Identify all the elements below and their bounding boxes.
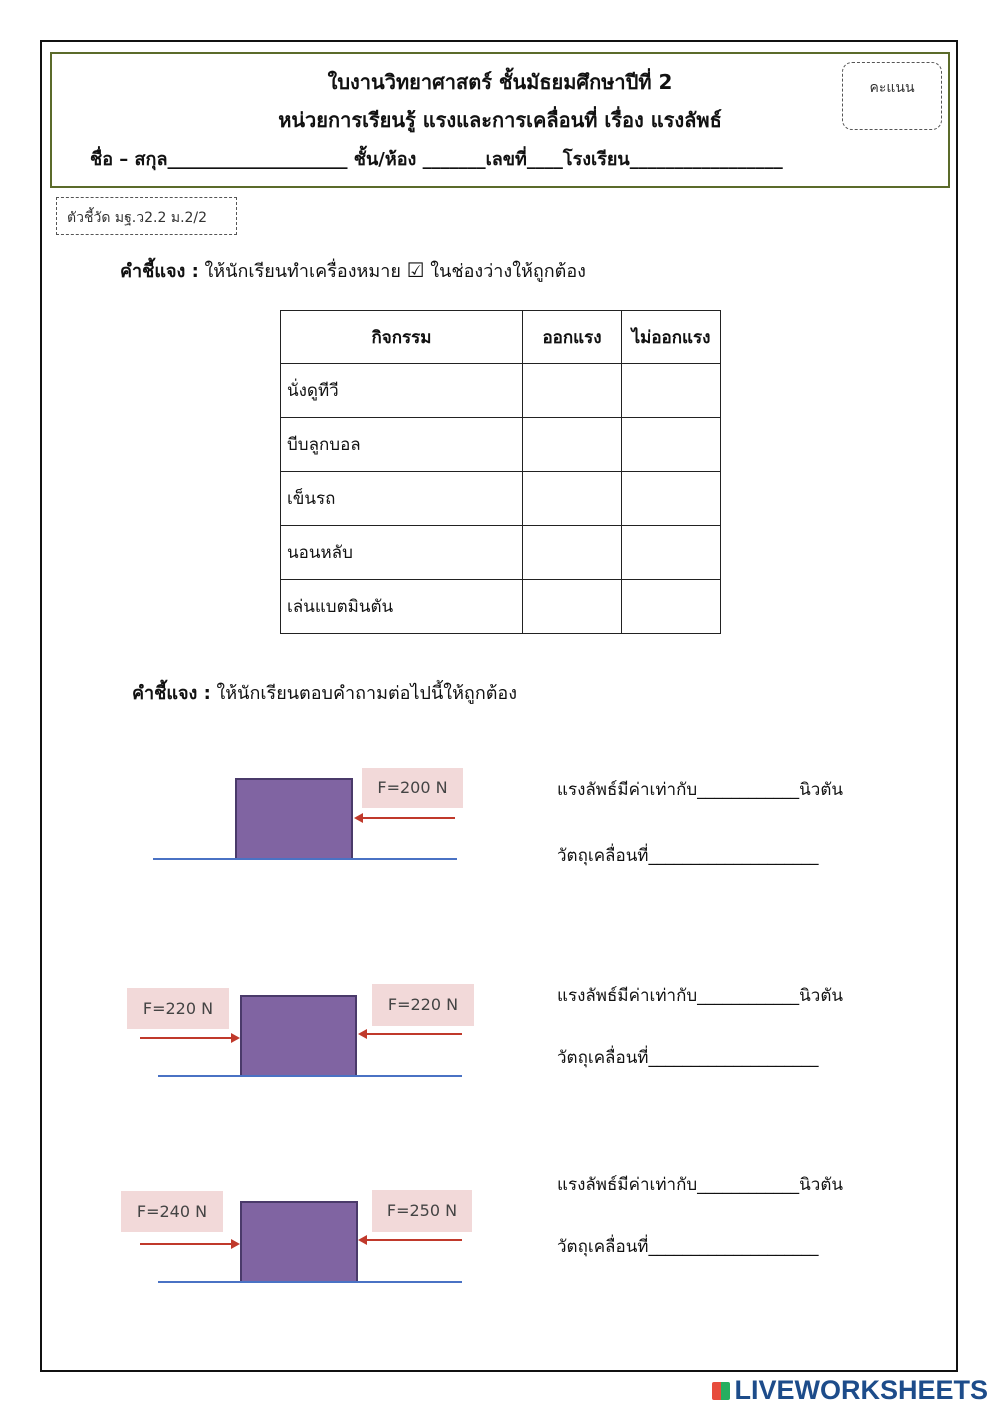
worksheet-title: ใบงานวิทยาศาสตร์ ชั้นมัธยมศึกษาปีที่ 2 — [327, 70, 673, 94]
brand-logo-icon — [712, 1382, 730, 1400]
arrow-head-icon — [354, 813, 363, 823]
arrow-head-icon — [231, 1033, 240, 1043]
exert-force-cell[interactable] — [523, 526, 622, 580]
right-force-label: F=250 N — [372, 1190, 472, 1232]
activity-name: บีบลูกบอล — [281, 418, 523, 472]
arrow-head-icon — [358, 1029, 367, 1039]
motion-answer[interactable]: วัตถุเคลื่อนที่____________________ — [557, 1237, 819, 1257]
worksheet-subtitle: หน่วยการเรียนรู้ แรงและการเคลื่อนที่ เรื่อง แรงลัพธ์ — [278, 108, 722, 132]
instruction-1-label: คำชี้แจง : — [120, 261, 199, 282]
motion-answer[interactable]: วัตถุเคลื่อนที่____________________ — [557, 846, 819, 866]
no-force-cell[interactable] — [622, 472, 721, 526]
checkbox-icon: ☑ — [406, 258, 425, 282]
no-force-cell[interactable] — [622, 580, 721, 634]
activity-name: เข็นรถ — [281, 472, 523, 526]
motion-answer[interactable]: วัตถุเคลื่อนที่____________________ — [557, 1048, 819, 1068]
table-header-row — [281, 311, 721, 364]
ground-line — [158, 1281, 462, 1283]
table-row — [281, 472, 721, 526]
activity-table — [280, 310, 721, 634]
right-force-label: F=200 N — [362, 768, 463, 808]
right-force-arrow — [366, 1239, 462, 1241]
table-row — [281, 418, 721, 472]
student-info-line[interactable]: ชื่อ – สกุล____________________ ชั้น/ห้อง _______เลขที่____โรงเรียน_________________ — [90, 149, 783, 170]
activity-name: นั่งดูทีวี — [281, 364, 523, 418]
left-force-label: F=240 N — [121, 1191, 223, 1232]
instruction-1-text-after: ในช่องว่างให้ถูกต้อง — [430, 261, 586, 282]
exert-force-cell[interactable] — [523, 364, 622, 418]
ground-line — [158, 1075, 462, 1077]
instruction-1-text-before: ให้นักเรียนทำเครื่องหมาย — [204, 261, 401, 282]
no-force-cell[interactable] — [622, 418, 721, 472]
score-label: คะแนน — [869, 80, 915, 96]
object-box — [235, 778, 353, 860]
table-row — [281, 580, 721, 634]
activity-name: เล่นแบตมินตัน — [281, 580, 523, 634]
exert-force-cell[interactable] — [523, 580, 622, 634]
exert-force-cell[interactable] — [523, 472, 622, 526]
instruction-1 — [120, 256, 586, 285]
header-exert-force: ออกแรง — [523, 311, 622, 364]
right-force-arrow — [366, 1033, 462, 1035]
left-force-label: F=220 N — [127, 988, 229, 1029]
ground-line — [153, 858, 457, 860]
table-row — [281, 364, 721, 418]
instruction-2-label: คำชี้แจง : — [132, 683, 211, 704]
resultant-force-answer[interactable]: แรงลัพธ์มีค่าเท่ากับ____________นิวตัน — [557, 780, 843, 800]
no-force-cell[interactable] — [622, 364, 721, 418]
no-force-cell[interactable] — [622, 526, 721, 580]
brand-text: LIVEWORKSHEETS — [734, 1375, 988, 1405]
left-force-arrow — [140, 1243, 232, 1245]
object-box — [240, 995, 357, 1077]
resultant-force-answer[interactable]: แรงลัพธ์มีค่าเท่ากับ____________นิวตัน — [557, 1175, 843, 1195]
object-box — [240, 1201, 358, 1283]
instruction-2 — [132, 678, 517, 707]
worksheet-header — [50, 52, 950, 188]
table-row — [281, 526, 721, 580]
arrow-head-icon — [231, 1239, 240, 1249]
indicator-box: ตัวชี้วัด มฐ.ว2.2 ม.2/2 — [56, 197, 237, 235]
exert-force-cell[interactable] — [523, 418, 622, 472]
resultant-force-answer[interactable]: แรงลัพธ์มีค่าเท่ากับ____________นิวตัน — [557, 986, 843, 1006]
left-force-arrow — [140, 1037, 232, 1039]
liveworksheets-logo — [712, 1375, 988, 1406]
instruction-2-text: ให้นักเรียนตอบคำถามต่อไปนี้ให้ถูกต้อง — [216, 683, 518, 704]
arrow-head-icon — [358, 1235, 367, 1245]
right-force-arrow — [362, 817, 455, 819]
right-force-label: F=220 N — [372, 984, 474, 1026]
score-box — [842, 62, 942, 130]
header-no-force: ไม่ออกแรง — [622, 311, 721, 364]
header-activity: กิจกรรม — [281, 311, 523, 364]
activity-name: นอนหลับ — [281, 526, 523, 580]
